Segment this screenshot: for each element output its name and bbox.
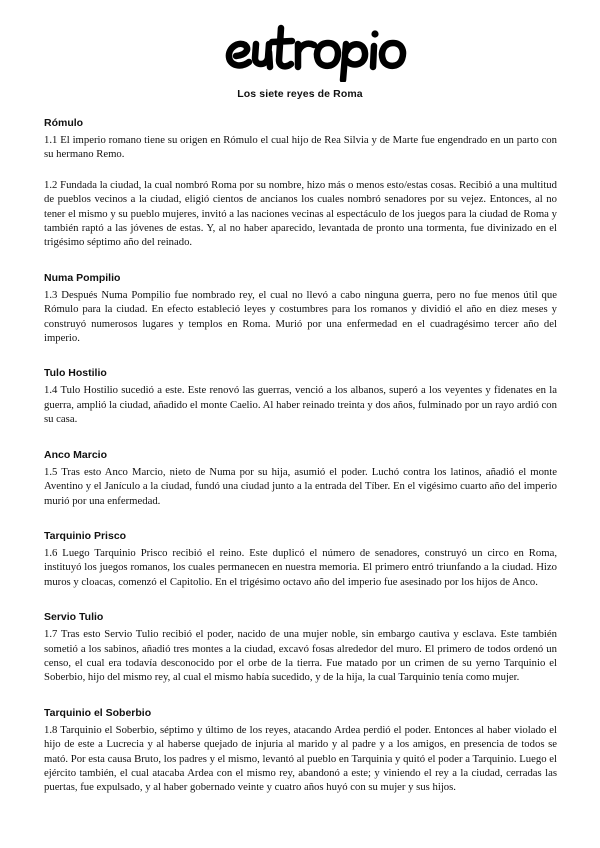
section-heading: Tulo Hostilio	[44, 367, 107, 380]
eutropio-logo-mark	[0, 22, 600, 82]
paragraph: 1.1 El imperio romano tiene su origen en Rómulo el cual hijo de Rea Silvia y de Marte fue engendrado en un parto con su hermano Remo.	[44, 134, 557, 161]
section-tarquinio-el-soberbio	[44, 707, 557, 795]
section-heading: Rómulo	[44, 117, 84, 129]
paragraph: 1.4 Tulo Hostilio sucedió a este. Este renovó las guerras, venció a los albanos, superó a los veyentes y fidenates en la guerra, amplió la ciudad, añadido el monte Caelio. Al haber reinado treinta y dos años, fulminado por un rayo ardió con su casa.	[44, 384, 557, 426]
section-heading: Servio Tulio	[44, 611, 104, 624]
paragraph: 1.3 Después Numa Pompilio fue nombrado rey, el cual no llevó a cabo ninguna guerra, pero no fue menos útil que Rómulo para la ciudad. En efecto estableció leyes y costumbres para los romanos y dividió el año en diez meses y construyó numerosos lugares y templos en Roma. Murió por una enfermedad en el cuadragésimo tercer año del imperio.	[44, 288, 557, 345]
section-romulo	[44, 117, 557, 250]
section-tarquinio-prisco	[44, 530, 557, 589]
section-heading: Tarquinio Prisco	[44, 529, 127, 542]
section-anco-marcio	[44, 449, 557, 508]
paragraph: 1.6 Luego Tarquinio Prisco recibió el reino. Este duplicó el número de senadores, construyó un circo en Roma, instituyó los juegos romanos, los cuales permanecen en nuestra memoria. El primero entró triunfando a la ciudad. Hizo muros y cloacas, comenzó el Capitolio. En el trigésimo octavo año del imperio fue asesinado por los hijos de Anco.	[44, 546, 557, 588]
section-heading: Anco Marcio	[44, 448, 108, 461]
paragraph: 1.8 Tarquinio el Soberbio, séptimo y último de los reyes, atacando Ardea perdió el poder. Entonces al haber violado el hijo de este a Lucrecia y al haberse quejado de injuria al marido y al padre y a los amigos, en presencia de todos se mató. Por esta causa Bruto, los padres y el mismo, levantó al pueblo en Tarquinia y quitó el poder a Tarquinio. Luego el ejército también, el cual atacaba Ardea con el mismo rey, abandonó a este; y viniendo el rey a la ciudad, cerradas las puertas, fue expulsado, y al haber gobernado veinte y cuatro años huyó con su mujer y sus hijos.	[44, 723, 557, 794]
section-heading: Tarquinio el Soberbio	[44, 706, 152, 719]
paragraph: 1.5 Tras esto Anco Marcio, nieto de Numa por su hija, asumió el poder. Luchó contra los latinos, añadió el monte Aventino y el Janículo a la ciudad, fundó una ciudad junto a la entrada del Tíber. En el vigésimo cuarto año del imperio murió por una enfermedad.	[44, 465, 557, 507]
section-tulo-hostilio	[44, 367, 557, 426]
page-title: Los siete reyes de Roma	[237, 88, 363, 100]
paragraph: 1.2 Fundada la ciudad, la cual nombró Roma por su nombre, hizo más o menos esto/estas cosas. Recibió a una multitud de pueblos vecinos a la ciudad, eligió cientos de ancianos los cuales nombró senadores por su vejez. Entonces, al no tener el mismo y su pueblo mujeres, invitó a las naciones vecinas al espectáculo de los juegos para la ciudad de Roma y también raptó a las jóvenes de estas. Y, al no haber aparecido, levantada de pronto una tormenta, fue divinizado en el trigésimo séptimo año del reinado.	[44, 178, 557, 249]
logo	[0, 22, 600, 82]
section-heading: Numa Pompilio	[44, 271, 121, 284]
paragraph: 1.7 Tras esto Servio Tulio recibió el poder, nacido de una mujer noble, sin embargo cautiva y esclava. Este también sometió a los sabinos, añadió tres montes a la ciudad, excavó fosas alrededor del muro. El primero de todos ordenó un censo, el cual era todavía desconocido por el orbe de la tierra. Fue matado por un crimen de su yerno Tarquinio el Soberbio, hijo del mismo rey, al cual el mismo había sucedido, y de la hija, la cual Tarquinio tenía como mujer.	[44, 628, 557, 684]
document-body	[44, 117, 557, 817]
section-numa-pompilio	[44, 272, 557, 346]
section-servio-tulio	[44, 611, 557, 685]
